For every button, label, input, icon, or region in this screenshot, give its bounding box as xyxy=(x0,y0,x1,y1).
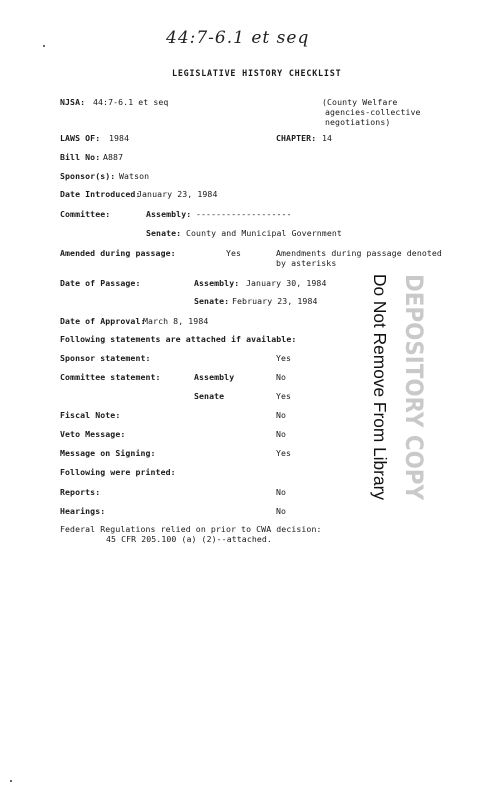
reports-value: No xyxy=(276,487,287,497)
laws-of-value: 1984 xyxy=(109,133,130,143)
passage-label: Date of Passage: xyxy=(60,278,141,288)
fiscal-note-label: Fiscal Note: xyxy=(60,410,121,420)
federal-regulations-citation: 45 CFR 205.100 (a) (2)--attached. xyxy=(106,534,272,544)
committee-statement-label: Committee statement: xyxy=(60,372,161,382)
page-title: LEGISLATIVE HISTORY CHECKLIST xyxy=(172,68,342,78)
amended-value: Yes xyxy=(226,248,242,258)
subject-note-line: (County Welfare xyxy=(322,97,398,107)
committee-assembly-label: Assembly: xyxy=(146,209,192,219)
committee-statement-assembly-label: Assembly xyxy=(194,372,235,382)
stamp-faded-text: DEPOSITORY COPY xyxy=(400,274,428,528)
stamp-main-text: Do Not Remove From Library xyxy=(370,274,390,503)
veto-message-label: Veto Message: xyxy=(60,429,126,439)
sponsor-statement-value: Yes xyxy=(276,353,292,363)
date-introduced-label: Date Introduced: xyxy=(60,189,141,199)
njsa-value: 44:7-6.1 et seq xyxy=(93,97,169,107)
bill-no-label: Bill No: xyxy=(60,152,101,162)
passage-senate-value: February 23, 1984 xyxy=(232,296,318,306)
reports-label: Reports: xyxy=(60,487,101,497)
sponsors-label: Sponsor(s): xyxy=(60,171,116,181)
stray-mark xyxy=(43,45,45,47)
committee-assembly-value: ------------------- xyxy=(196,209,292,219)
laws-of-label: LAWS OF: xyxy=(60,133,101,143)
bill-no-value: A887 xyxy=(103,152,124,162)
amended-note-line: by asterisks xyxy=(276,258,337,268)
sponsors-value: Watson xyxy=(119,171,150,181)
library-stamp xyxy=(346,270,428,528)
date-introduced-value: January 23, 1984 xyxy=(137,189,218,199)
hearings-value: No xyxy=(276,506,287,516)
njsa-label: NJSA: xyxy=(60,97,86,107)
passage-assembly-label: Assembly: xyxy=(194,278,240,288)
amended-label: Amended during passage: xyxy=(60,248,176,258)
approval-label: Date of Approval: xyxy=(60,316,146,326)
committee-statement-assembly-value: No xyxy=(276,372,287,382)
message-on-signing-value: Yes xyxy=(276,448,292,458)
committee-senate-label: Senate: xyxy=(146,228,182,238)
attached-heading: Following statements are attached if available: xyxy=(60,334,297,344)
federal-regulations-line: Federal Regulations relied on prior to CWA decision: xyxy=(60,524,322,534)
message-on-signing-label: Message on Signing: xyxy=(60,448,156,458)
passage-assembly-value: January 30, 1984 xyxy=(246,278,327,288)
stray-mark xyxy=(10,780,12,782)
veto-message-value: No xyxy=(276,429,287,439)
amended-note-line: Amendments during passage denoted xyxy=(276,248,442,258)
fiscal-note-value: No xyxy=(276,410,287,420)
subject-note-line: negotiations) xyxy=(325,117,391,127)
committee-statement-senate-label: Senate xyxy=(194,391,225,401)
committee-statement-senate-value: Yes xyxy=(276,391,292,401)
sponsor-statement-label: Sponsor statement: xyxy=(60,353,151,363)
committee-senate-value: County and Municipal Government xyxy=(186,228,342,238)
approval-value: March 8, 1984 xyxy=(143,316,209,326)
subject-note-line: agencies-collective xyxy=(325,107,421,117)
printed-heading: Following were printed: xyxy=(60,467,176,477)
chapter-label: CHAPTER: xyxy=(276,133,317,143)
hearings-label: Hearings: xyxy=(60,506,106,516)
passage-senate-label: Senate: xyxy=(194,296,230,306)
chapter-value: 14 xyxy=(322,133,333,143)
handwritten-note: 44:7-6.1 et seq xyxy=(166,28,310,48)
committee-label: Committee: xyxy=(60,209,111,219)
